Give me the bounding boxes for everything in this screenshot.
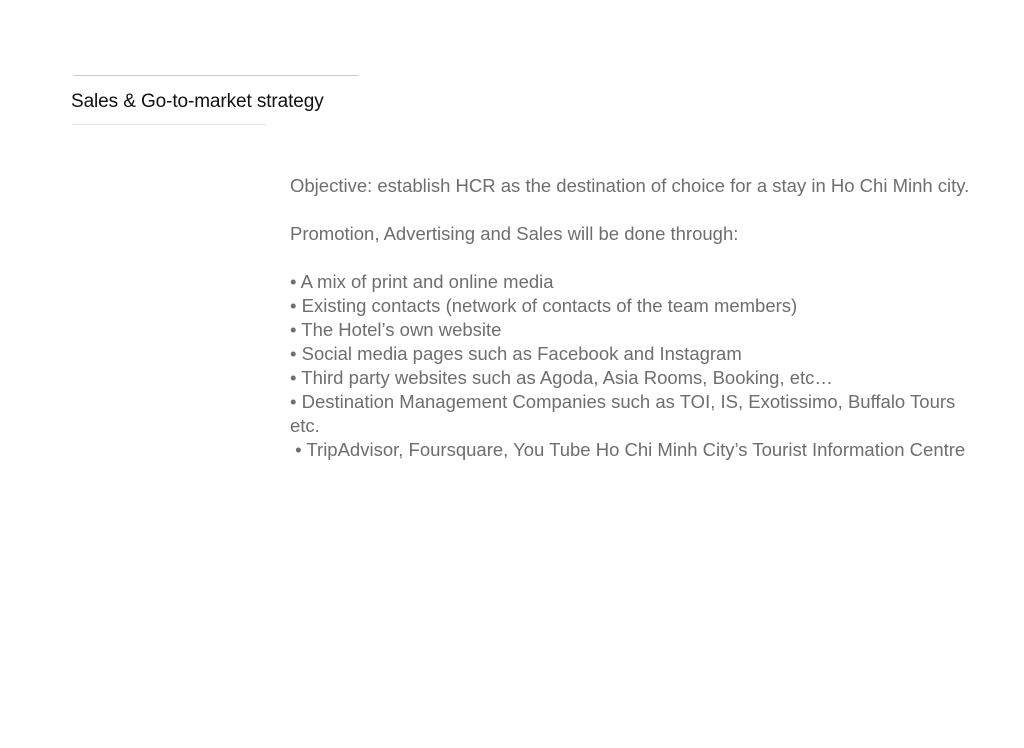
list-item: • Destination Management Companies such as TOI, IS, Exotissimo, Buffalo Tours etc.: [290, 391, 956, 436]
channels-list: [290, 270, 970, 462]
title-bottom-divider: [72, 124, 266, 125]
paragraph-spacer: [290, 198, 970, 222]
slide-body: [290, 174, 970, 462]
objective-text: Objective: establish HCR as the destination of choice for a stay in Ho Chi Minh city.: [290, 175, 970, 196]
list-item: • Existing contacts (network of contacts of the team members): [290, 295, 798, 316]
paragraph-spacer: [290, 246, 970, 270]
list-item: • Social media pages such as Facebook and Instagram: [290, 343, 742, 364]
list-item: • Third party websites such as Agoda, Asia Rooms, Booking, etc…: [290, 367, 833, 388]
list-item: • A mix of print and online media: [290, 271, 554, 292]
slide-title: Sales & Go-to-market strategy: [71, 91, 324, 112]
title-top-divider: [73, 75, 359, 76]
list-item: • TripAdvisor, Foursquare, You Tube Ho Chi Minh City’s Tourist Information Centre: [290, 439, 966, 460]
list-item: • The Hotel’s own website: [290, 319, 502, 340]
channels-intro-text: Promotion, Advertising and Sales will be done through:: [290, 223, 739, 244]
